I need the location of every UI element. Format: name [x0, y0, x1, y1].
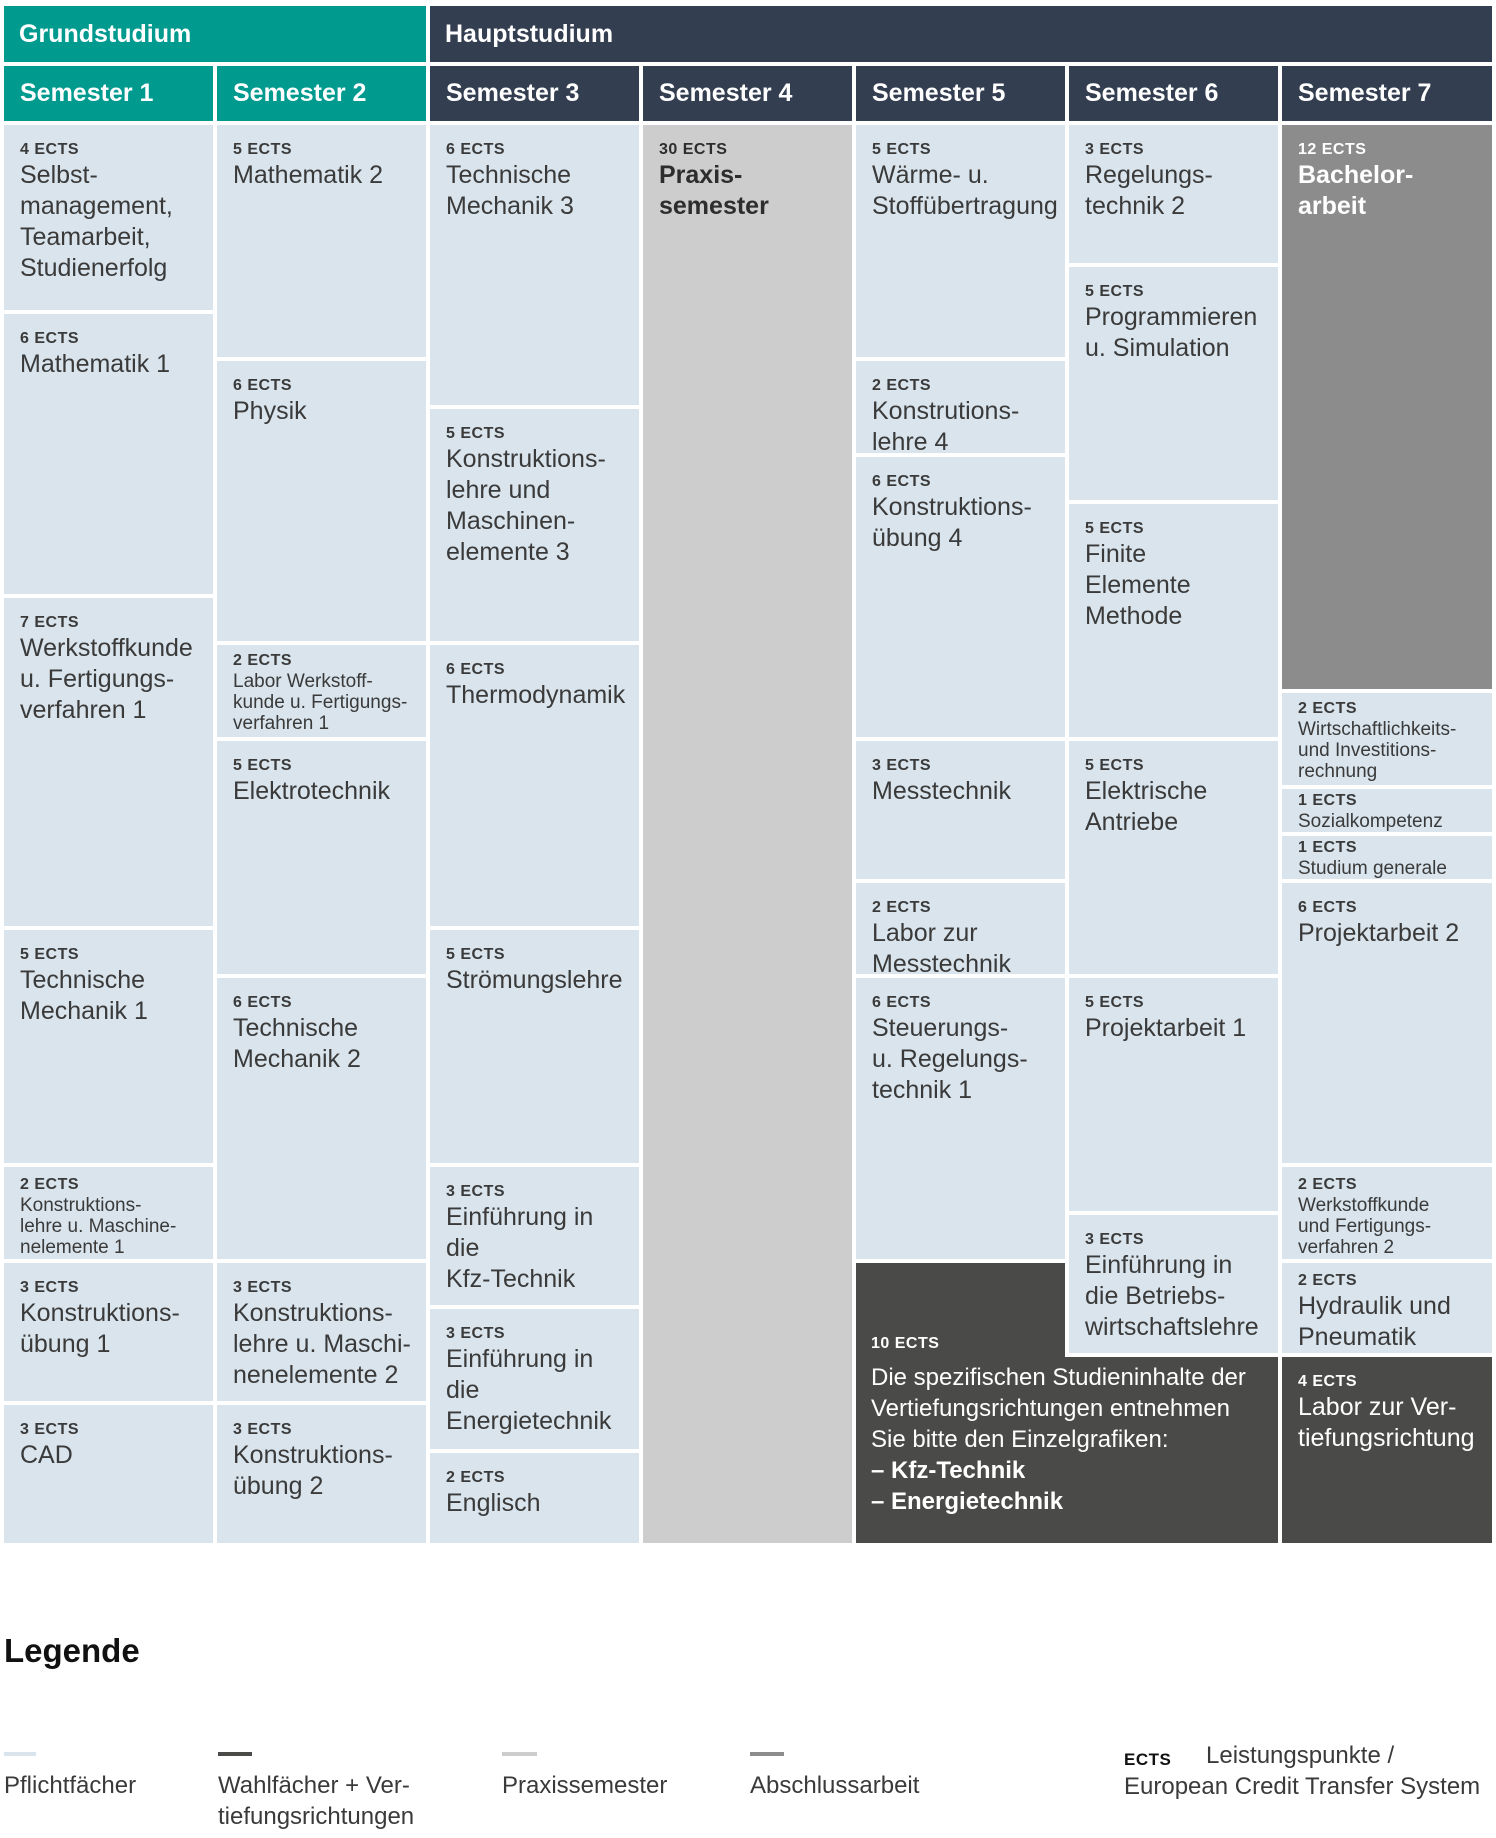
- legend-title: Legende: [4, 1632, 140, 1669]
- ects-label: 2 ECTS: [872, 377, 932, 394]
- ects-label: 5 ECTS: [1085, 283, 1145, 300]
- module-name: Projektarbeit 2: [1298, 919, 1460, 947]
- module-name: Technische Mechanik 3: [446, 161, 574, 220]
- module-cell: [856, 883, 1065, 974]
- module-name: Thermodynamik: [446, 681, 626, 709]
- ects-label: 6 ECTS: [872, 994, 932, 1011]
- module-cell: [1069, 267, 1278, 500]
- module-cell: [430, 1167, 639, 1305]
- ects-label: 5 ECTS: [446, 425, 506, 442]
- module-cell: [430, 930, 639, 1163]
- module-name: Werkstoffkunde und Fertigungs- verfahren 2: [1298, 1195, 1432, 1258]
- module-name: Werkstoffkunde u. Fertigungs- verfahren 1: [20, 634, 193, 724]
- module-cell: [1069, 1215, 1278, 1353]
- ects-label: 2 ECTS: [872, 899, 932, 916]
- module-name: Konstruktions- lehre u. Maschine- nelemente 1: [20, 1195, 177, 1258]
- ects-label: 5 ECTS: [20, 946, 80, 963]
- ects-label: 3 ECTS: [1085, 141, 1145, 158]
- ects-label: 5 ECTS: [872, 141, 932, 158]
- module-cell: [4, 1263, 213, 1401]
- ects-label: 2 ECTS: [446, 1469, 506, 1486]
- module-cell: [430, 1453, 639, 1543]
- module-cell: [4, 314, 213, 594]
- ects-label: 3 ECTS: [872, 757, 932, 774]
- module-name: Technische Mechanik 2: [233, 1014, 361, 1073]
- ects-label: 6 ECTS: [446, 661, 506, 678]
- semester-4-header: Semester 4: [643, 66, 852, 121]
- module-name: CAD: [20, 1441, 73, 1469]
- module-cell: [1282, 1263, 1492, 1353]
- header-grundstudium: Grundstudium: [4, 6, 426, 62]
- module-name: Physik: [233, 397, 307, 425]
- ects-label: 7 ECTS: [20, 614, 80, 631]
- ects-label: 3 ECTS: [446, 1183, 506, 1200]
- ects-label: 30 ECTS: [659, 141, 728, 158]
- module-name: Einführung in die Energietechnik: [446, 1345, 612, 1435]
- module-cell: [4, 1167, 213, 1259]
- module-name: Sozialkompetenz: [1298, 811, 1443, 832]
- module-name: Konstruktions- übung 4: [872, 493, 1032, 552]
- module-cell: [4, 930, 213, 1163]
- praxis-semester-cell: [643, 125, 852, 1543]
- ects-label: 5 ECTS: [1085, 994, 1145, 1011]
- ects-label: 6 ECTS: [446, 141, 506, 158]
- module-name: Einführung in die Betriebs- wirtschaftslehre: [1085, 1251, 1259, 1341]
- ects-label: 5 ECTS: [233, 141, 293, 158]
- module-name: Steuerungs- u. Regelungs- technik 1: [872, 1014, 1028, 1104]
- ects-label: 3 ECTS: [446, 1325, 506, 1342]
- ects-label: 4 ECTS: [20, 141, 80, 158]
- ects-label: 5 ECTS: [446, 946, 506, 963]
- wahl-description: Die spezifischen Studieninhalte der Vertiefungsrichtungen entnehmen Sie bitte den Einzelgrafiken:: [871, 1364, 1246, 1453]
- module-name: Konstruktions- lehre u. Maschi- nenelemente 2: [233, 1299, 411, 1389]
- module-cell: [217, 978, 426, 1259]
- module-name: Selbst- management, Teamarbeit, Studienerfolg: [20, 161, 173, 282]
- wahl-text-group: [871, 1334, 1281, 1517]
- module-name: Labor zur Ver- tiefungsrichtung: [1298, 1393, 1475, 1452]
- ects-label: 2 ECTS: [1298, 700, 1358, 717]
- legend-swatch-pflicht: [4, 1752, 36, 1756]
- module-cell: [430, 125, 639, 405]
- module-name: Studium generale: [1298, 858, 1447, 879]
- module-name: Wärme- u. Stoffübertragung: [872, 161, 1058, 220]
- ects-label: 6 ECTS: [233, 377, 293, 394]
- ects-label: 3 ECTS: [20, 1279, 80, 1296]
- module-name: Programmieren u. Simulation: [1085, 303, 1258, 362]
- module-name: Mathematik 1: [20, 350, 171, 378]
- module-cell: [430, 645, 639, 926]
- semester-5-header: Semester 5: [856, 66, 1065, 121]
- ects-label: 6 ECTS: [1298, 899, 1358, 916]
- module-name: Konstrutions- lehre 4: [872, 397, 1020, 453]
- module-cell: [217, 125, 426, 357]
- module-cell: [1282, 836, 1492, 879]
- ects-label: 6 ECTS: [233, 994, 293, 1011]
- module-cell: [4, 1405, 213, 1543]
- module-cell: [856, 741, 1065, 879]
- module-name: Elektrotechnik: [233, 777, 391, 805]
- module-cell: [1069, 741, 1278, 974]
- legend-ects-text: Leistungspunkte / European Credit Transfer System: [1124, 1742, 1481, 1800]
- module-cell: [856, 978, 1065, 1259]
- module-cell: [1069, 504, 1278, 737]
- module-name: Labor zur Messtechnik: [872, 919, 1011, 974]
- ects-label: 3 ECTS: [233, 1279, 293, 1296]
- module-cell: [430, 409, 639, 641]
- ects-label: 12 ECTS: [1298, 141, 1367, 158]
- module-name: Technische Mechanik 1: [20, 966, 148, 1025]
- legend-swatch-abschluss: [750, 1752, 784, 1756]
- module-cell: [1282, 693, 1492, 785]
- legend-swatch-praxis: [502, 1752, 537, 1756]
- module-name: Regelungs- technik 2: [1085, 161, 1213, 220]
- ects-label: 4 ECTS: [1298, 1373, 1358, 1390]
- module-cell: [430, 1309, 639, 1449]
- legend-label-pflicht: Pflichtfächer: [4, 1772, 137, 1799]
- module-cell: [856, 361, 1065, 453]
- module-name: Englisch: [446, 1489, 541, 1517]
- module-name: Elektrische Antriebe: [1085, 777, 1208, 836]
- module-name: Mathematik 2: [233, 161, 384, 189]
- ects-label: 3 ECTS: [20, 1421, 80, 1438]
- module-name: Konstruktions- übung 1: [20, 1299, 180, 1358]
- module-cell: [4, 598, 213, 926]
- module-cell: [856, 457, 1065, 737]
- module-cell: [217, 361, 426, 641]
- module-name: Einführung in die Kfz-Technik: [446, 1203, 594, 1293]
- ects-label: 5 ECTS: [1085, 520, 1145, 537]
- legend-label-abschluss: Abschlussarbeit: [750, 1772, 920, 1799]
- ects-label: 3 ECTS: [1085, 1231, 1145, 1248]
- module-cell-wahl: [1282, 1357, 1492, 1543]
- module-cell: [4, 125, 213, 310]
- module-cell: [217, 741, 426, 974]
- legend-label-praxis: Praxissemester: [502, 1772, 668, 1799]
- ects-label: 2 ECTS: [1298, 1176, 1358, 1193]
- legend-ects-abbr: ECTS: [1124, 1750, 1172, 1769]
- ects-label: 1 ECTS: [1298, 839, 1358, 856]
- module-name: Projektarbeit 1: [1085, 1014, 1247, 1042]
- ects-label: 1 ECTS: [1298, 792, 1358, 809]
- ects-label: 10 ECTS: [871, 1335, 940, 1352]
- module-cell: [217, 645, 426, 737]
- legend-label-wahl: Wahlfächer + Ver- tiefungsrichtungen: [218, 1772, 415, 1830]
- module-cell: [1282, 789, 1492, 832]
- module-name: Hydraulik und Pneumatik: [1298, 1292, 1451, 1351]
- semester-3-header: Semester 3: [430, 66, 639, 121]
- semester-2-header: Semester 2: [217, 66, 426, 121]
- module-name: Praxis- semester: [659, 161, 769, 220]
- wahl-option-kfz: – Kfz-Technik: [871, 1457, 1026, 1484]
- module-name: Konstruktions- lehre und Maschinen- elemente 3: [446, 445, 606, 566]
- module-name: Strömungslehre: [446, 966, 623, 994]
- wahl-option-energie: – Energietechnik: [871, 1488, 1064, 1515]
- ects-label: 2 ECTS: [233, 652, 293, 669]
- module-cell: [217, 1263, 426, 1401]
- semester-1-header: Semester 1: [4, 66, 213, 121]
- module-cell: [1069, 978, 1278, 1211]
- ects-label: 6 ECTS: [872, 473, 932, 490]
- module-name: Bachelor- arbeit: [1298, 161, 1414, 220]
- module-name: Konstruktions- übung 2: [233, 1441, 393, 1500]
- header-hauptstudium: Hauptstudium: [430, 6, 1492, 62]
- ects-label: 5 ECTS: [1085, 757, 1145, 774]
- module-name: Labor Werkstoff- kunde u. Fertigungs- verfahren 1: [233, 671, 408, 734]
- semester-7-header: Semester 7: [1282, 66, 1492, 121]
- ects-label: 5 ECTS: [233, 757, 293, 774]
- module-cell: [1282, 1167, 1492, 1259]
- module-name: Finite Elemente Methode: [1085, 540, 1191, 630]
- legend-swatch-wahl: [218, 1752, 252, 1756]
- ects-label: 2 ECTS: [1298, 1272, 1358, 1289]
- module-cell: [217, 1405, 426, 1543]
- ects-label: 3 ECTS: [233, 1421, 293, 1438]
- module-cell: [1282, 883, 1492, 1163]
- ects-label: 2 ECTS: [20, 1176, 80, 1193]
- module-cell: [1069, 125, 1278, 263]
- semester-6-header: Semester 6: [1069, 66, 1278, 121]
- ects-label: 6 ECTS: [20, 330, 80, 347]
- module-name: Messtechnik: [872, 777, 1011, 805]
- bachelorarbeit-cell: [1282, 125, 1492, 689]
- module-cell: [856, 125, 1065, 357]
- module-name: Wirtschaftlichkeits- und Investitions- rechnung: [1298, 719, 1457, 782]
